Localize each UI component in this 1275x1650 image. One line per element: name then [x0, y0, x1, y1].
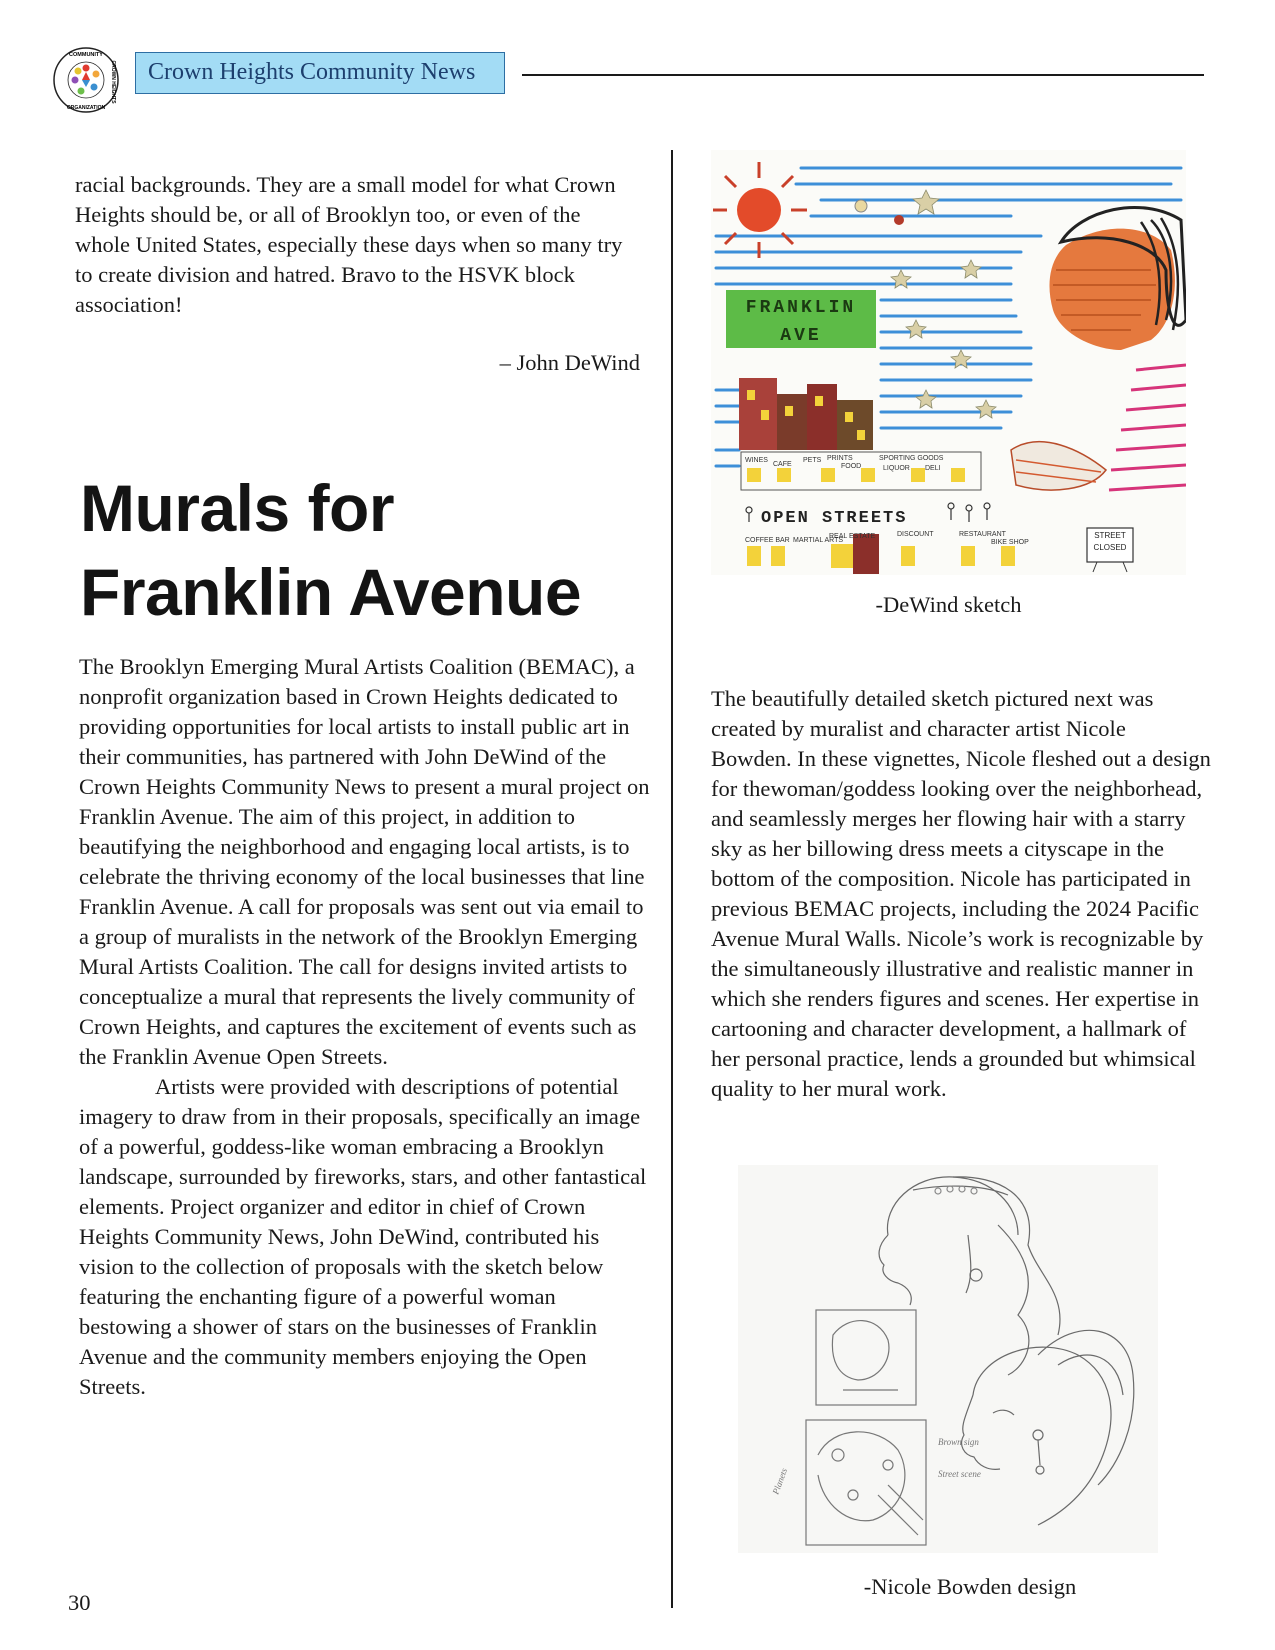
svg-text:FOOD: FOOD [841, 463, 862, 470]
franklin-ave-sign [726, 290, 876, 348]
svg-text:ORGANIZATION: ORGANIZATION [66, 105, 106, 111]
svg-text:PETS: PETS [803, 457, 822, 464]
svg-text:BIKE SHOP: BIKE SHOP [991, 539, 1029, 546]
svg-text:DISCOUNT: DISCOUNT [897, 531, 934, 538]
svg-text:FRANKLIN: FRANKLIN [745, 298, 857, 318]
street-closed-sign: STREET CLOSED [1087, 528, 1133, 572]
svg-text:MARTIAL ARTS: MARTIAL ARTS [793, 537, 844, 544]
svg-text:Street scene: Street scene [938, 1469, 981, 1479]
svg-text:COFFEE BAR: COFFEE BAR [745, 537, 790, 544]
column-divider [671, 150, 673, 1608]
svg-text:CAFE: CAFE [773, 461, 792, 468]
planet-icon [894, 215, 904, 225]
svg-text:WINES: WINES [745, 457, 768, 464]
nicole-bowden-design-caption: -Nicole Bowden design [863, 1574, 1077, 1599]
page-number: 30 [68, 1590, 91, 1615]
svg-text:LIQUOR: LIQUOR [883, 465, 910, 472]
svg-text:RESTAURANT: RESTAURANT [959, 531, 1006, 538]
headline-line-2: Franklin Avenue [80, 555, 582, 629]
article-body-left [79, 652, 651, 1402]
article-paragraph-1: The Brooklyn Emerging Mural Artists Coalition (BEMAC), a nonprofit organization based in Crown Heights dedicated to providing opportunities for local artists to install public art in their communities, has partnered with John DeWind of the Crown Heights Community News to present a mural project on Franklin Avenue. The aim of this project, in addition to beautifying the neighborhood and engaging local artists, is to celebrate the thriving economy of the local businesses that line Franklin Avenue. A call for proposals was sent out via email to a group of muralists in the network of the Brooklyn Emerging Mural Artists Coalition. The call for designs invited artists to conceptualize a mural that represents the lively community of Crown Heights, and captures the excitement of events such as the Franklin Avenue Open Streets. [79, 654, 650, 1069]
moon-icon [855, 200, 867, 212]
nicole-bowden-design-image [738, 1165, 1158, 1553]
masthead-title: Crown Heights Community News [135, 52, 505, 94]
article-headline [80, 466, 660, 634]
intro-paragraph: racial backgrounds. They are a small model for what Crown Heights should be, or all of Brooklyn too, or even of the whole United States, especially these days when so many try to create division and hatred. Bravo to the HSVK block association! [75, 172, 623, 317]
article-paragraph-right: The beautifully detailed sketch pictured next was created by muralist and character artist Nicole Bowden. In these vignettes, Nicole fleshed out a design for thewoman/goddess looking over the neighborhead, and seamlessly merges her flowing hair with a starry sky as her billowing dress meets a cityscape in the bottom of the composition. Nicole has participated in previous BEMAC projects, including the 2024 Pacific Avenue Mural Walls. Nicole’s work is recognizable by the simultaneously illustrative and realistic manner in which she renders figures and scenes. Her expertise in cartooning and character development, a hallmark of her personal practice, lends a grounded but whimsical quality to her mural work. [711, 686, 1211, 1101]
masthead-rule [522, 74, 1204, 76]
dewind-sketch-image [711, 150, 1186, 575]
svg-text:DELI: DELI [925, 465, 941, 472]
article-paragraph-2: Artists were provided with descriptions of potential imagery to draw from in their proposals, specifically an image of a powerful, goddess-like woman embracing a Brooklyn landscape, surrounded by fireworks, stars, and other fantastical elements. Project organizer and editor in chief of Crown Heights Community News, John DeWind, contributed his vision to the collection of proposals with the sketch below featuring the enchanting figure of a powerful woman bestowing a shower of stars on the businesses of Franklin Avenue and the community members enjoying the Open Streets. [79, 1074, 647, 1399]
svg-text:CROWN HEIGHTS: CROWN HEIGHTS [110, 60, 116, 104]
svg-text:Planets: Planets [770, 1466, 790, 1496]
svg-text:Brown sign: Brown sign [938, 1437, 979, 1447]
author-signature: – John DeWind [499, 350, 640, 375]
headline-line-1: Murals for [80, 471, 395, 545]
svg-text:SPORTING GOODS: SPORTING GOODS [879, 455, 944, 462]
svg-text:COMMUNITY: COMMUNITY [69, 52, 103, 58]
community-organization-logo [52, 46, 120, 114]
svg-text:AVE: AVE [780, 326, 822, 346]
svg-text:PRINTS: PRINTS [827, 455, 853, 462]
svg-text:REAL ESTATE: REAL ESTATE [829, 533, 876, 540]
dewind-sketch-caption: -DeWind sketch [875, 592, 1022, 617]
svg-text:OPEN STREETS: OPEN STREETS [761, 509, 908, 528]
